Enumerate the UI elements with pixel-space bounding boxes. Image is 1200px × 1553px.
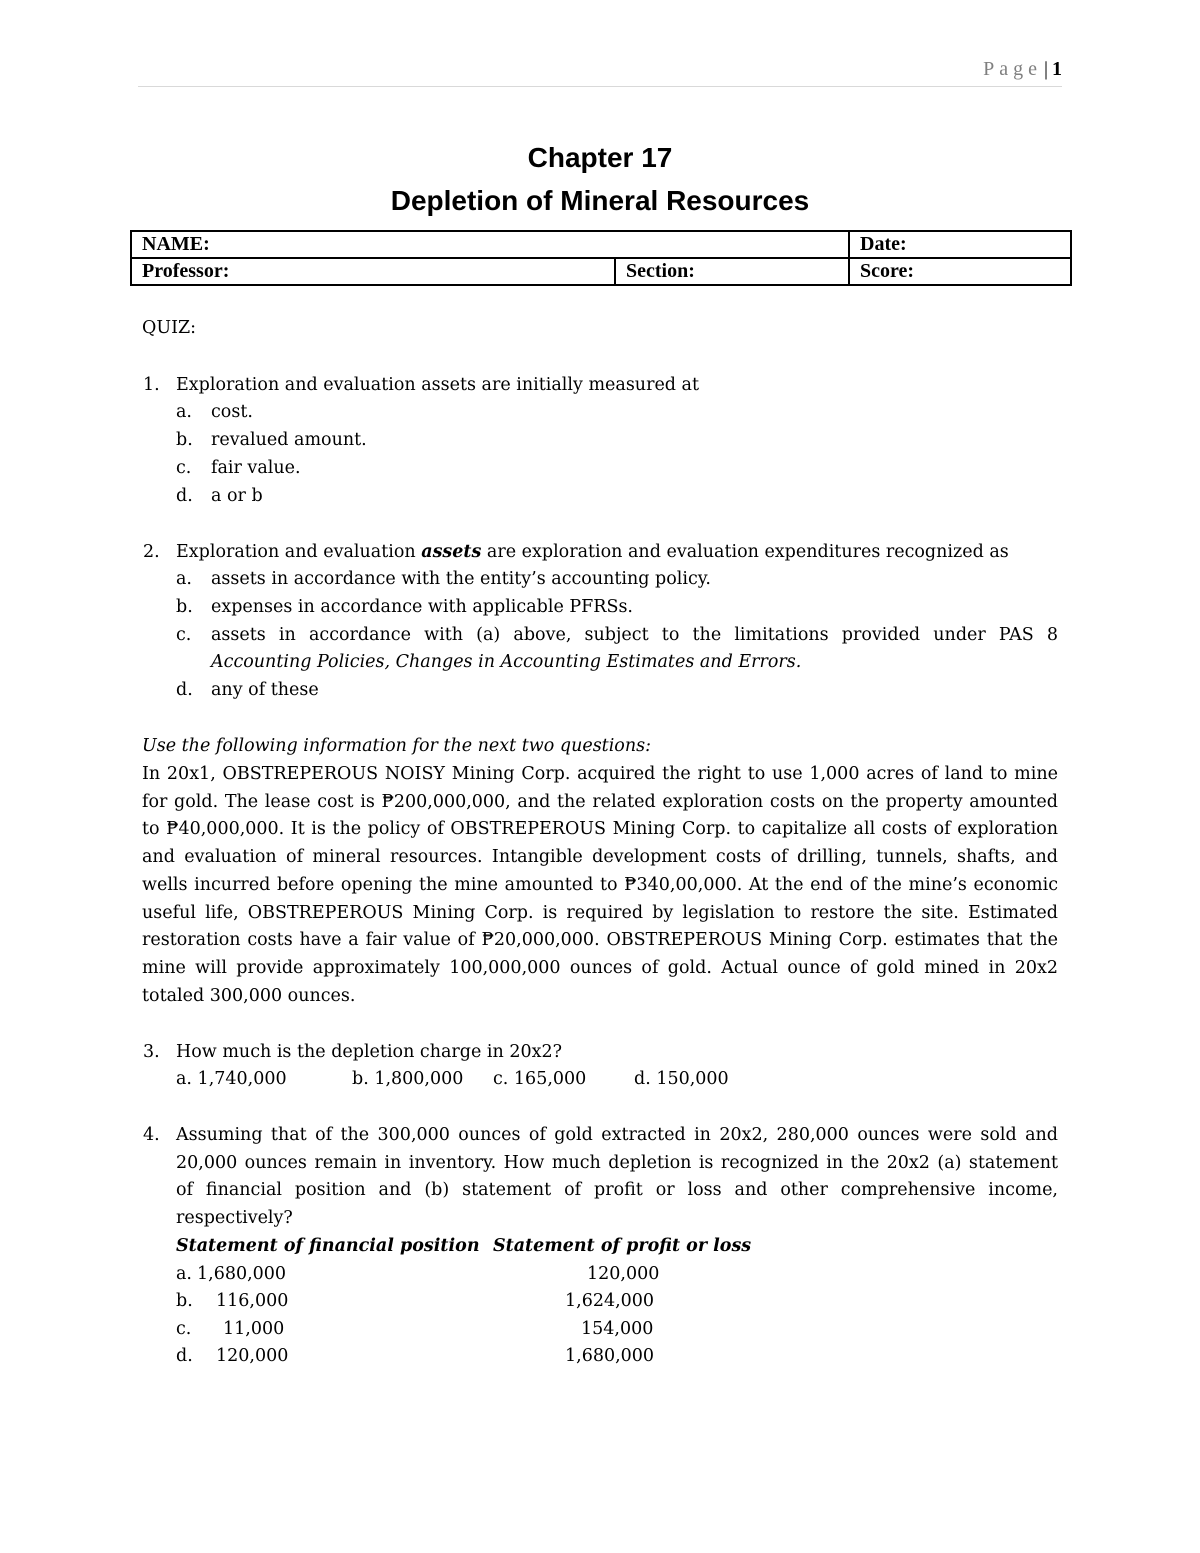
info-line: mine will provide approximately 100,000,000 ounces of gold. Actual ounce of gold mined in 20x2 bbox=[142, 958, 1058, 978]
value-a: 120,000 bbox=[216, 1346, 289, 1366]
option-letter: c. bbox=[176, 458, 192, 478]
info-line: restoration costs have a fair value of ₱20,000,000. OBSTREPEROUS Mining Corp. estimates that the bbox=[142, 930, 1058, 950]
value-b: 1,680,000 bbox=[565, 1346, 655, 1366]
option-letter: b. bbox=[176, 1291, 193, 1311]
value-b: 1,624,000 bbox=[565, 1291, 655, 1311]
option-b[interactable]: b. 1,800,000 bbox=[352, 1069, 464, 1089]
page-number: Page | 1 bbox=[983, 58, 1062, 80]
question-text: How much is the depletion charge in 20x2? bbox=[176, 1042, 562, 1062]
option-text[interactable]: a or b bbox=[211, 486, 263, 506]
option-letter: a. bbox=[176, 569, 192, 589]
page-word: Page bbox=[983, 58, 1042, 80]
option-letter: a. bbox=[176, 1264, 192, 1284]
option-text[interactable]: expenses in accordance with applicable PFRSs. bbox=[211, 597, 633, 617]
value-a: 1,680,000 bbox=[197, 1264, 287, 1284]
option-text[interactable]: assets in accordance with the entity’s accounting policy. bbox=[211, 569, 711, 589]
option-letter: d. bbox=[176, 680, 193, 700]
question-text: Assuming that of the 300,000 ounces of gold extracted in 20x2, 280,000 ounces were sold and bbox=[176, 1125, 1058, 1145]
info-line: totaled 300,000 ounces. bbox=[142, 986, 356, 1006]
name-field[interactable]: NAME: bbox=[131, 231, 849, 258]
option-letter: a. bbox=[176, 402, 192, 422]
chapter-subtitle: Depletion of Mineral Resources bbox=[390, 185, 810, 216]
option-letter: b. bbox=[176, 597, 193, 617]
question-number: 1. bbox=[143, 375, 160, 395]
option-text[interactable]: any of these bbox=[211, 680, 319, 700]
info-line: In 20x1, OBSTREPEROUS NOISY Mining Corp. acquired the right to use 1,000 acres of land to mine bbox=[142, 764, 1058, 784]
info-line: wells incurred before opening the mine amounted to ₱340,00,000. At the end of the mine’s economic bbox=[142, 875, 1058, 895]
option-c[interactable]: c. 165,000 bbox=[493, 1069, 587, 1089]
option-letter: d. bbox=[176, 1346, 193, 1366]
value-b: 120,000 bbox=[587, 1264, 660, 1284]
question-text: 20,000 ounces remain in inventory. How much depletion is recognized in the 20x2 (a) statement bbox=[176, 1153, 1058, 1173]
value-a: 116,000 bbox=[216, 1291, 289, 1311]
page-header bbox=[138, 58, 1062, 87]
option-text[interactable]: fair value. bbox=[211, 458, 301, 478]
option-letter: d. bbox=[176, 486, 193, 506]
option-a[interactable]: a. 1,740,000 bbox=[176, 1069, 287, 1089]
question-text: respectively? bbox=[176, 1208, 293, 1228]
question-text: Exploration and evaluation assets are initially measured at bbox=[176, 375, 700, 395]
info-line: useful life, OBSTREPEROUS Mining Corp. is required by legislation to restore the site. Estimated bbox=[142, 903, 1058, 923]
chapter-title: Chapter 17 bbox=[527, 142, 673, 173]
question-number: 2. bbox=[143, 542, 160, 562]
info-intro: Use the following information for the next two questions: bbox=[142, 736, 651, 756]
col-header-financial-position: Statement of financial position bbox=[176, 1236, 480, 1256]
professor-field[interactable]: Professor: bbox=[131, 258, 615, 285]
question-text: of financial position and (b) statement of profit or loss and other comprehensive income, bbox=[176, 1180, 1058, 1200]
info-line: to ₱40,000,000. It is the policy of OBSTREPEROUS Mining Corp. to capitalize all costs of exploration bbox=[142, 819, 1058, 839]
date-field[interactable]: Date: bbox=[849, 231, 1071, 258]
option-text[interactable]: revalued amount. bbox=[211, 430, 367, 450]
quiz-label: QUIZ: bbox=[142, 318, 197, 338]
option-letter: b. bbox=[176, 430, 193, 450]
info-line: and evaluation of mineral resources. Intangible development costs of drilling, tunnels, shafts, and bbox=[142, 847, 1058, 867]
question-text: Exploration and evaluation assets are exploration and evaluation expenditures recognized as bbox=[176, 542, 1009, 562]
option-text[interactable]: cost. bbox=[211, 402, 253, 422]
option-d[interactable]: d. 150,000 bbox=[634, 1069, 729, 1089]
info-line: for gold. The lease cost is ₱200,000,000, and the related exploration costs on the property amounted bbox=[142, 792, 1058, 812]
option-text[interactable]: assets in accordance with (a) above, subject to the limitations provided under PAS 8 bbox=[211, 625, 1058, 645]
section-field[interactable]: Section: bbox=[615, 258, 849, 285]
col-header-profit-loss: Statement of profit or loss bbox=[493, 1236, 752, 1256]
option-letter: c. bbox=[176, 1319, 192, 1339]
score-field[interactable]: Score: bbox=[849, 258, 1071, 285]
option-letter: c. bbox=[176, 625, 192, 645]
question-number: 4. bbox=[143, 1125, 160, 1145]
question-number: 3. bbox=[143, 1042, 160, 1062]
student-info-table bbox=[130, 230, 1072, 286]
value-a: 11,000 bbox=[223, 1319, 285, 1339]
value-b: 154,000 bbox=[581, 1319, 654, 1339]
page-number-value: 1 bbox=[1052, 58, 1062, 80]
option-text-cont: Accounting Policies, Changes in Accounting Estimates and Errors. bbox=[211, 652, 802, 672]
